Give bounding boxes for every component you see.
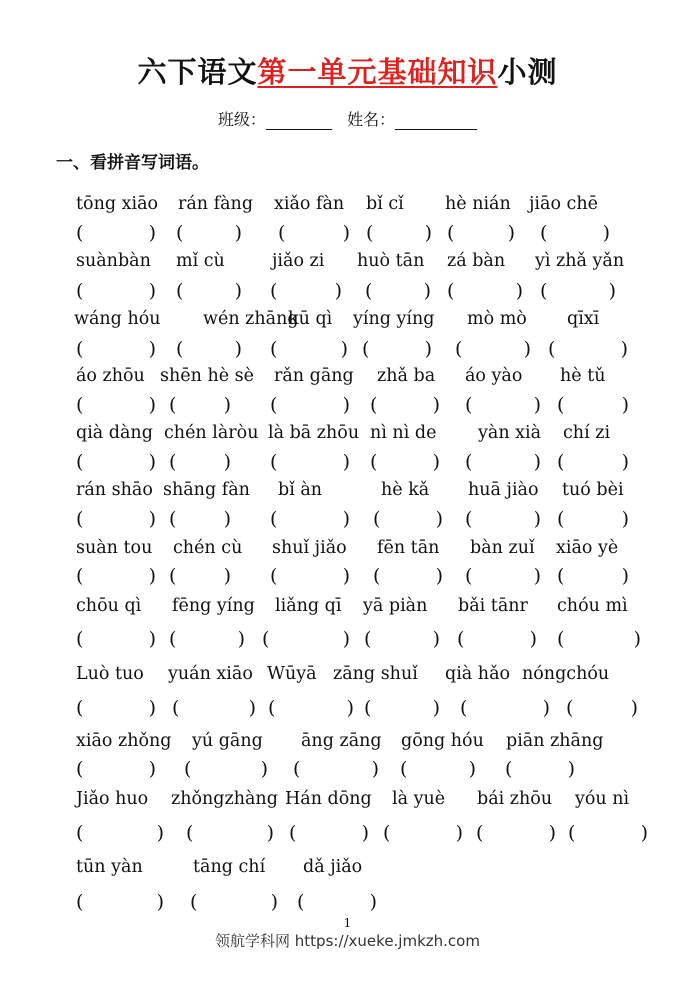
pinyin-word: shēn hè sè xyxy=(160,366,254,386)
pinyin-word: shuǐ jiǎo xyxy=(272,538,347,558)
class-blank[interactable] xyxy=(266,115,332,130)
pinyin-word: chóu mì xyxy=(557,596,628,616)
pinyin-word: suàn tou xyxy=(76,538,153,558)
pinyin-word: yú gāng xyxy=(192,731,263,751)
pinyin-word: bǎi tānr xyxy=(458,596,528,616)
page-number: 1 xyxy=(343,916,352,930)
section-title: 一、看拼音写词语。 xyxy=(56,153,209,173)
pinyin-word: jiāo chē xyxy=(529,194,598,214)
pinyin-word: nì nì de xyxy=(370,423,437,443)
pinyin-word: liǎng qī xyxy=(275,596,342,616)
pinyin-word: mò mò xyxy=(467,309,527,329)
pinyin-word: yóu nì xyxy=(575,789,630,809)
pinyin-word: rán fàng xyxy=(178,194,254,214)
pinyin-word: wáng hóu xyxy=(74,309,161,329)
pinyin-word: yì zhǎ yǎn xyxy=(535,251,625,271)
pinyin-word: yíng yíng xyxy=(353,309,435,329)
pinyin-word: tāng chí xyxy=(193,857,266,877)
page-title xyxy=(0,50,695,91)
title-prefix: 六下语文 xyxy=(137,55,258,89)
pinyin-word: fēng yíng xyxy=(172,596,255,616)
pinyin-word: fēn tān xyxy=(377,538,440,558)
pinyin-word: zhǎ ba xyxy=(377,366,436,386)
pinyin-word: chí zi xyxy=(563,423,611,443)
pinyin-word: là yuè xyxy=(392,789,446,809)
pinyin-word: bǐ àn xyxy=(278,480,323,500)
pinyin-word: nóngchóu xyxy=(522,664,610,684)
pinyin-word: áo yào xyxy=(465,366,523,386)
name-blank[interactable] xyxy=(395,115,477,130)
footer: 领航学科网 https://xueke.jmkzh.com xyxy=(215,932,480,950)
pinyin-word: tuó bèi xyxy=(562,480,624,500)
pinyin-word: hè kǎ xyxy=(381,480,430,500)
pinyin-word: bǐ cǐ xyxy=(366,194,404,214)
student-info xyxy=(0,107,695,130)
pinyin-word: bàn zuǐ xyxy=(470,538,535,558)
pinyin-word: jiǎo zi xyxy=(272,251,325,271)
pinyin-word: Jiǎo huo xyxy=(76,789,149,809)
pinyin-word: rán shāo xyxy=(76,480,153,500)
pinyin-word: huò tān xyxy=(357,251,425,271)
pinyin-word: āng zāng xyxy=(301,731,382,751)
pinyin-word: yàn xià xyxy=(478,423,542,443)
pinyin-word: Luò tuo xyxy=(76,664,144,684)
pinyin-word: zá bàn xyxy=(447,251,506,271)
pinyin-word: qià dàng xyxy=(76,423,153,443)
pinyin-word: áo zhōu xyxy=(76,366,145,386)
pinyin-word: gōng hóu xyxy=(401,731,484,751)
pinyin-word: xiāo yè xyxy=(556,538,619,558)
pinyin-word: bái zhōu xyxy=(477,789,553,809)
pinyin-word: yā piàn xyxy=(363,596,428,616)
pinyin-word: chén làròu xyxy=(164,423,259,443)
pinyin-word: qià hǎo xyxy=(445,664,511,684)
pinyin-word: yuán xiāo xyxy=(168,664,253,684)
pinyin-word: chén cù xyxy=(173,538,243,558)
pinyin-word: mǐ cù xyxy=(176,251,225,271)
pinyin-word: tūn yàn xyxy=(76,857,143,877)
pinyin-word: tōng xiāo xyxy=(76,194,159,214)
pinyin-word: rǎn gāng xyxy=(274,366,354,386)
pinyin-word: suànbàn xyxy=(76,251,151,271)
pinyin-word: wén zhāng xyxy=(203,309,299,329)
pinyin-word: qīxī xyxy=(567,309,600,329)
title-suffix: 小测 xyxy=(497,55,558,89)
pinyin-word: zhǒngzhàng xyxy=(171,789,278,809)
name-label: 姓名： xyxy=(347,110,396,129)
title-highlight: 第一单元基础知识 xyxy=(257,55,498,89)
pinyin-word: zāng shuǐ xyxy=(333,664,418,684)
pinyin-word: shāng fàn xyxy=(163,480,250,500)
pinyin-word: xiǎo fàn xyxy=(274,194,345,214)
pinyin-word: hè tǔ xyxy=(560,366,606,386)
pinyin-word: hè nián xyxy=(445,194,511,214)
pinyin-word: xiāo zhǒng xyxy=(76,731,172,751)
pinyin-word: Hán dōng xyxy=(285,789,372,809)
pinyin-word: dǎ jiǎo xyxy=(303,857,363,877)
pinyin-word: chōu qì xyxy=(76,596,142,616)
pinyin-word: kū qì xyxy=(288,309,333,329)
pinyin-word: piān zhāng xyxy=(506,731,604,751)
pinyin-word: huā jiào xyxy=(468,480,539,500)
pinyin-word: Wūyā xyxy=(267,664,317,684)
pinyin-word: là bā zhōu xyxy=(268,423,360,443)
class-label: 班级： xyxy=(217,110,266,129)
